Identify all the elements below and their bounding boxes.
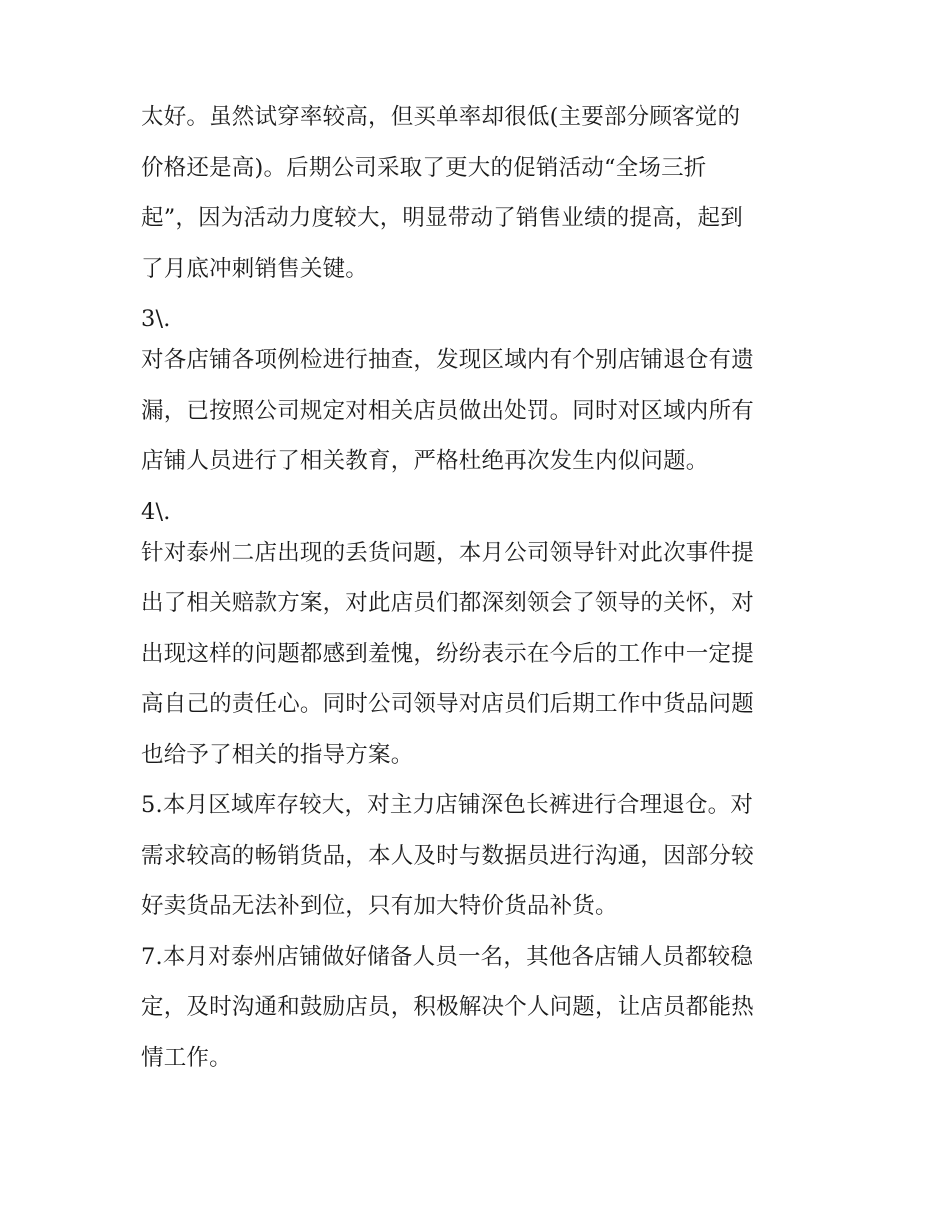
- text-line: 定，及时沟通和鼓励店员，积极解决个人问题，让店员都能热: [141, 994, 754, 1020]
- text-line: 对各店铺各项例检进行抽查，发现区域内有个别店铺退仓有遗: [141, 347, 754, 373]
- text-line: 好卖货品无法补到位，只有加大特价货品补货。: [141, 893, 618, 919]
- text-line: 太好。虽然试穿率较高，但买单率却很低(主要部分顾客觉的: [141, 104, 741, 130]
- section-marker-3: 3\.: [141, 306, 171, 332]
- text-line: 出了相关赔款方案，对此店员们都深刻领会了领导的关怀，对: [141, 590, 754, 616]
- text-line: 也给予了相关的指导方案。: [141, 741, 414, 768]
- document-body: [141, 105, 821, 1096]
- text-line: 高自己的责任心。同时公司领导对店员们后期工作中货品问题: [141, 691, 754, 717]
- text-line: 针对泰州二店出现的丢货问题，本月公司领导针对此次事件提: [141, 539, 754, 566]
- text-line: 店铺人员进行了相关教育，严格杜绝再次发生内似问题。: [141, 448, 709, 474]
- text-line: 起”，因为活动力度较大，明显带动了销售业绩的提高，起到: [141, 205, 743, 231]
- text-line: 7.本月对泰州店铺做好储备人员一名，其他各店铺人员都较稳: [141, 943, 754, 970]
- text-line: 需求较高的畅销货品，本人及时与数据员进行沟通，因部分较: [141, 842, 754, 869]
- section-marker-4: 4\.: [141, 498, 171, 525]
- text-line: 漏，已按照公司规定对相关店员做出处罚。同时对区域内所有: [141, 397, 754, 424]
- text-line: 出现这样的问题都感到羞愧，纷纷表示在今后的工作中一定提: [141, 640, 754, 667]
- text-line: 价格还是高)。后期公司采取了更大的促销活动“全场三折: [141, 154, 707, 181]
- text-line: 情工作。: [141, 1044, 232, 1071]
- text-line: 了月底冲刺销售关键。: [141, 255, 369, 282]
- text-line: 5.本月区域库存较大，对主力店铺深色长裤进行合理退仓。对: [141, 792, 754, 818]
